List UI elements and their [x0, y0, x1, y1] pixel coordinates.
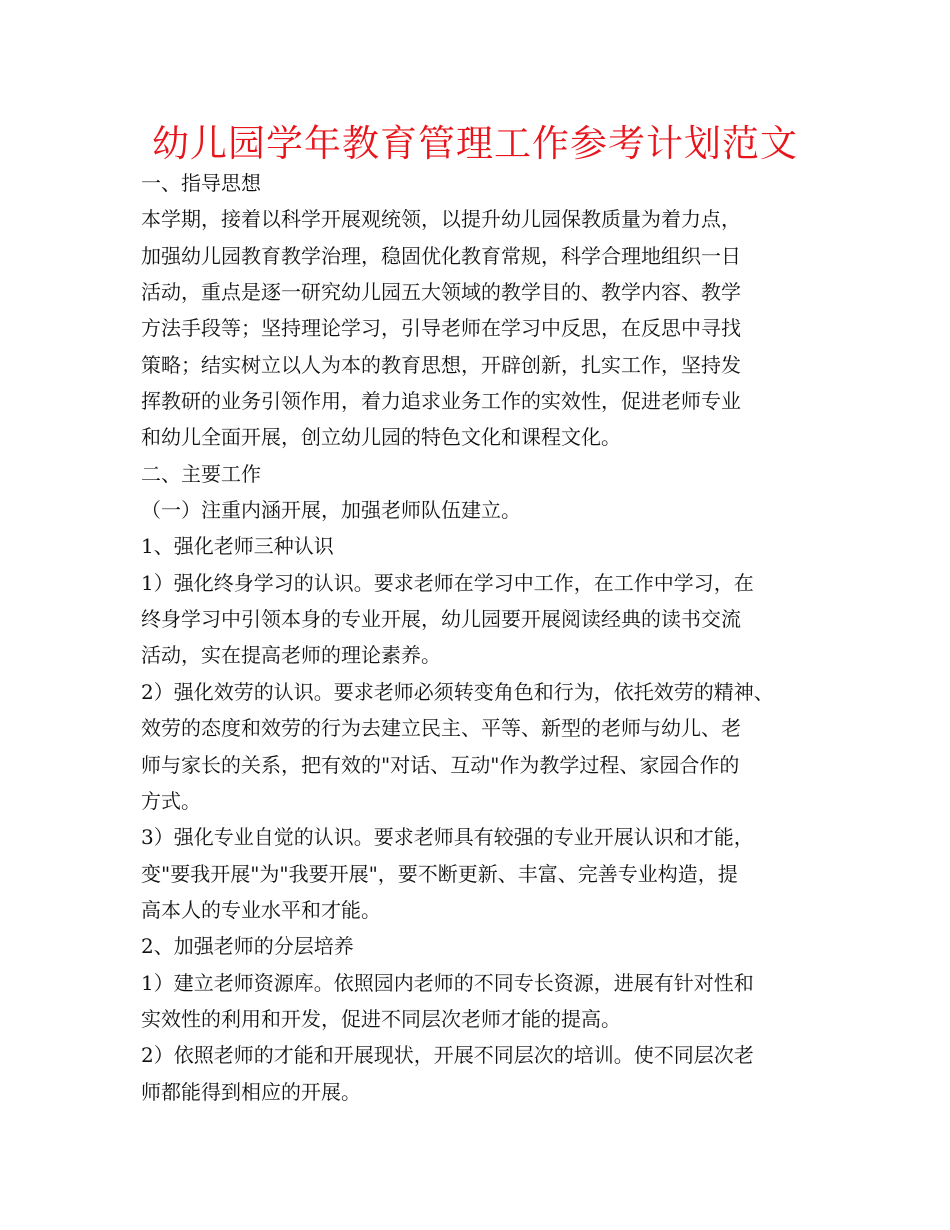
- paragraph-line: 1）强化终身学习的认识。要求老师在学习中工作，在工作中学习，在: [141, 570, 754, 595]
- paragraph-line: 变"要我开展"为"我要开展"，要不断更新、丰富、完善专业构造，提: [141, 861, 738, 886]
- paragraph-line: 实效性的利用和开发，促进不同层次老师才能的提高。: [141, 1006, 621, 1031]
- paragraph-line: 和幼儿全面开展，创立幼儿园的特色文化和课程文化。: [141, 425, 621, 450]
- paragraph-line: 1）建立老师资源库。依照园内老师的不同专长资源，进展有针对性和: [141, 970, 754, 995]
- paragraph-line: 策略；结实树立以人为本的教育思想，开辟创新，扎实工作，坚持发: [141, 352, 741, 377]
- item-heading: 2、加强老师的分层培养: [141, 934, 354, 959]
- paragraph-line: 效劳的态度和效劳的行为去建立民主、平等、新型的老师与幼儿、老: [141, 716, 741, 741]
- paragraph-line: 方式。: [141, 788, 201, 813]
- section-heading: 二、主要工作: [141, 461, 261, 486]
- paragraph-line: 2）依照老师的才能和开展现状，开展不同层次的培训。使不同层次老: [141, 1043, 754, 1068]
- paragraph-line: 挥教研的业务引领作用，着力追求业务工作的实效性，促进老师专业: [141, 389, 741, 414]
- paragraph-line: 加强幼儿园教育教学治理，稳固优化教育常规，科学合理地组织一日: [141, 243, 741, 268]
- paragraph-line: 高本人的专业水平和才能。: [141, 897, 381, 922]
- paragraph-line: 本学期，接着以科学开展观统领，以提升幼儿园保教质量为着力点，: [141, 207, 741, 232]
- paragraph-line: 师都能得到相应的开展。: [141, 1079, 361, 1104]
- paragraph-line: 方法手段等；坚持理论学习，引导老师在学习中反思，在反思中寻找: [141, 316, 741, 341]
- paragraph-line: 活动，重点是逐一研究幼儿园五大领域的教学目的、教学内容、教学: [141, 280, 741, 305]
- document-title: 幼儿园学年教育管理工作参考计划范文: [152, 122, 798, 165]
- item-heading: 1、强化老师三种认识: [141, 534, 334, 559]
- paragraph-line: 2）强化效劳的认识。要求老师必须转变角色和行为，依托效劳的精神、: [141, 679, 774, 704]
- paragraph-line: 3）强化专业自觉的认识。要求老师具有较强的专业开展认识和才能，: [141, 825, 754, 850]
- paragraph-line: 活动，实在提高老师的理论素养。: [141, 643, 441, 668]
- paragraph-line: 师与家长的关系，把有效的"对话、互动"作为教学过程、家园合作的: [141, 752, 740, 777]
- subsection-heading: （一）注重内涵开展，加强老师队伍建立。: [141, 498, 521, 523]
- section-heading: 一、指导思想: [141, 171, 261, 195]
- document-body: [141, 165, 821, 1110]
- paragraph-line: 终身学习中引领本身的专业开展，幼儿园要开展阅读经典的读书交流: [141, 607, 741, 632]
